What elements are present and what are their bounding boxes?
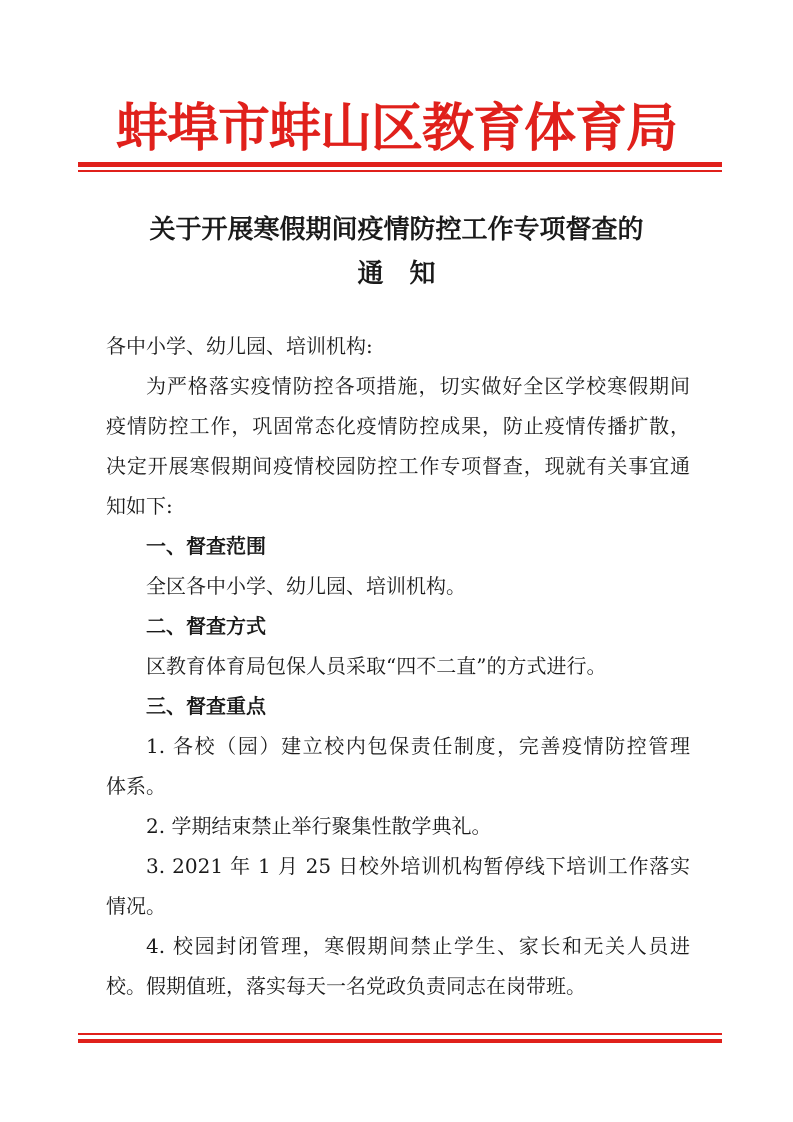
doc-title-line-1: 关于开展寒假期间疫情防控工作专项督查的 — [149, 215, 644, 245]
item-4-line-2: 校。假期值班，落实每天一名党政负责同志在岗带班。 — [106, 974, 586, 998]
section-2-heading: 二、督查方式 — [146, 614, 266, 638]
intro-line-4: 知如下: — [106, 494, 173, 518]
item-1-line-1: 1. 各校（园）建立校内包保责任制度，完善疫情防控管理 — [146, 734, 690, 758]
section-2-body: 区教育体育局包保人员采取“四不二直”的方式进行。 — [146, 654, 607, 678]
intro-line-2: 疫情防控工作，巩固常态化疫情防控成果，防止疫情传播扩散， — [106, 414, 690, 438]
item-2-line-1: 2. 学期结束禁止举行聚集性散学典礼。 — [146, 814, 492, 838]
letterhead-issuer: 蚌埠市蚌山区教育体育局 — [115, 99, 677, 159]
footer-rule-thin — [78, 1033, 722, 1035]
section-1-body: 全区各中小学、幼儿园、培训机构。 — [146, 574, 466, 598]
item-4-line-1: 4. 校园封闭管理，寒假期间禁止学生、家长和无关人员进 — [146, 934, 690, 958]
footer-rule-thick — [78, 1039, 722, 1043]
intro-line-1: 为严格落实疫情防控各项措施，切实做好全区学校寒假期间 — [146, 374, 690, 398]
letterhead-rule-thin — [78, 170, 722, 172]
item-1-line-2: 体系。 — [106, 774, 166, 798]
item-3-line-2: 情况。 — [106, 894, 166, 918]
doc-title-line-2: 通 知 — [357, 259, 436, 289]
salutation: 各中小学、幼儿园、培训机构: — [106, 334, 373, 358]
letterhead-rule-thick — [78, 162, 722, 167]
section-3-heading: 三、督查重点 — [146, 694, 266, 718]
item-3-line-1: 3. 2021 年 1 月 25 日校外培训机构暂停线下培训工作落实 — [146, 854, 690, 878]
section-1-heading: 一、督查范围 — [146, 534, 266, 558]
intro-line-3: 决定开展寒假期间疫情校园防控工作专项督查，现就有关事宜通 — [106, 454, 690, 478]
